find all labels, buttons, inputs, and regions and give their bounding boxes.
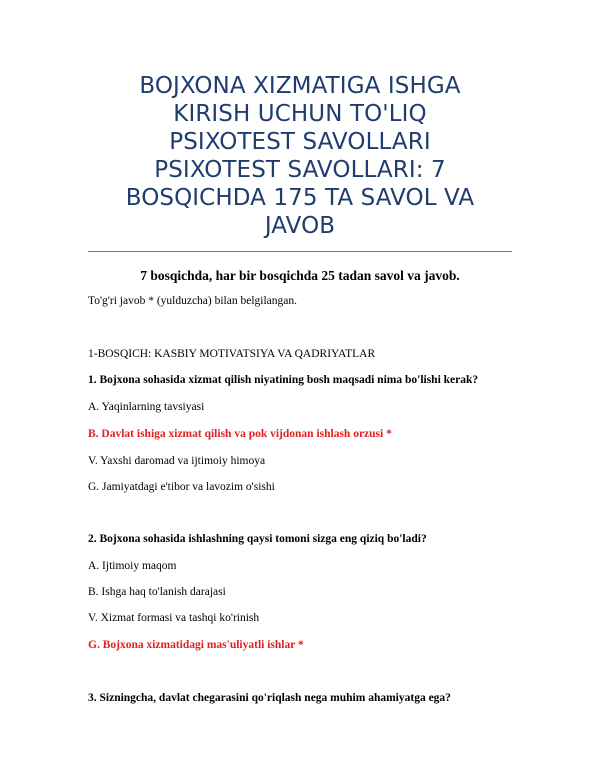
title-line: KIRISH UCHUN TO'LIQ xyxy=(173,101,427,127)
title-line: JAVOB xyxy=(264,213,336,239)
answer-option: V. Xizmat formasi va tashqi ko'rinish xyxy=(88,612,260,624)
document-title xyxy=(88,72,512,240)
answer-option: G. Jamiyatdagi e'tibor va lavozim o'sishi xyxy=(88,481,275,493)
title-line: BOJXONA XIZMATIGA ISHGA xyxy=(139,73,461,99)
answer-option: A. Ijtimoiy maqom xyxy=(88,560,177,572)
section-heading: 1-BOSQICH: KASBIY MOTIVATSIYA VA QADRIYATLAR xyxy=(88,348,376,360)
answer-key-note: To'g'ri javob * (yulduzcha) bilan belgilangan. xyxy=(88,295,297,307)
title-divider xyxy=(88,251,512,252)
answer-option: V. Yaxshi daromad va ijtimoiy himoya xyxy=(88,455,266,467)
document-subtitle: 7 bosqichda, har bir bosqichda 25 tadan savol va javob. xyxy=(140,268,460,283)
answer-option: B. Ishga haq to'lanish darajasi xyxy=(88,586,226,598)
title-line: BOSQICHDA 175 TA SAVOL VA xyxy=(125,185,475,211)
answer-option: A. Yaqinlarning tavsiyasi xyxy=(88,401,205,413)
question-text: 3. Sizningcha, davlat chegarasini qo'riqlash nega muhim ahamiyatga ega? xyxy=(88,692,451,704)
question-text: 2. Bojxona sohasida ishlashning qaysi tomoni sizga eng qiziq bo'ladi? xyxy=(88,533,427,545)
title-line: PSIXOTEST SAVOLLARI xyxy=(169,129,431,155)
question-text: 1. Bojxona sohasida xizmat qilish niyatining bosh maqsadi nima bo'lishi kerak? xyxy=(88,374,479,386)
answer-option-correct: G. Bojxona xizmatidagi mas'uliyatli ishlar * xyxy=(88,639,304,651)
title-line: PSIXOTEST SAVOLLARI: 7 xyxy=(154,157,446,183)
answer-option-correct: B. Davlat ishiga xizmat qilish va pok vijdonan ishlash orzusi * xyxy=(88,428,392,440)
